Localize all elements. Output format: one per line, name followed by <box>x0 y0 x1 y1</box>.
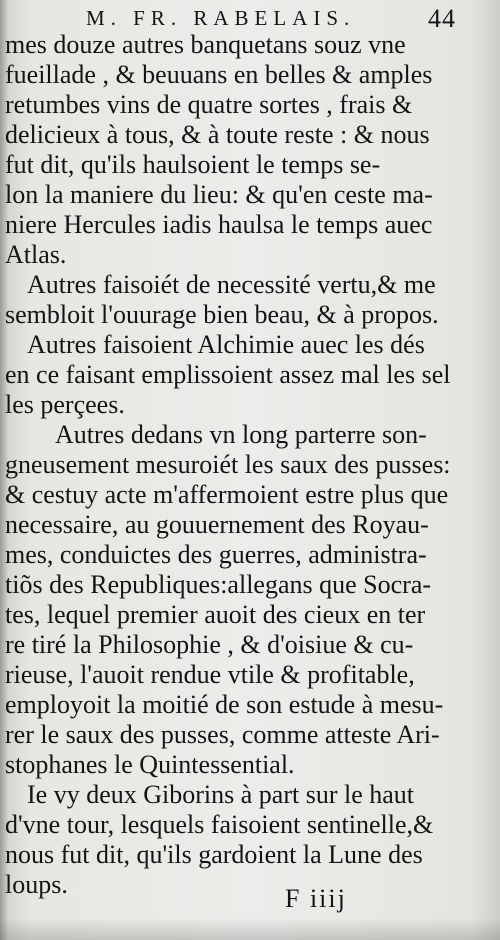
text-line: delicieux à tous, & à toute reste : & nous <box>5 120 430 149</box>
page-bottom-shadow <box>0 918 500 940</box>
text-line: rer le saux des pusses, comme atteste Ari- <box>5 720 440 749</box>
text-line: Atlas. <box>5 240 67 269</box>
text-line: rieuse, l'auoit rendue vtile & profitable, <box>5 660 415 689</box>
text-line: tiõs des Republiques:allegans que Socra- <box>5 570 432 599</box>
text-line: fut dit, qu'ils haulsoient le temps se- <box>5 150 381 179</box>
text-line: d'vne tour, lesquels faisoient sentinelle,& <box>5 810 434 839</box>
text-line: & cestuy acte m'affermoient estre plus que <box>5 480 449 509</box>
text-line: nous fut dit, qu'ils gardoient la Lune des <box>5 840 423 869</box>
text-line: re tiré la Philosophie , & d'oisiue & cu- <box>5 630 414 659</box>
text-line: Autres faisoient Alchimie auec les dés <box>27 330 425 359</box>
text-line: lon la maniere du lieu: & qu'en ceste ma- <box>5 180 433 209</box>
page-number: 44 <box>428 4 456 33</box>
text-line: les perçees. <box>5 390 125 419</box>
text-line: Autres faisoiét de necessité vertu,& me <box>27 270 436 299</box>
text-line: stophanes le Quintessential. <box>5 750 295 779</box>
text-line: retumbes vins de quatre sortes , frais & <box>5 90 413 119</box>
text-line: Ie vy deux Giborins à part sur le haut <box>27 780 415 809</box>
text-line: en ce faisant emplissoient assez mal les sel <box>5 360 451 389</box>
body-text <box>5 30 450 900</box>
text-line: loups. <box>5 870 68 899</box>
text-line: sembloit l'ouurage bien beau, & à propos. <box>5 300 439 329</box>
text-line: Autres dedans vn long parterre son- <box>55 420 427 449</box>
signature-mark: F iiij <box>285 884 347 913</box>
text-line: necessaire, au gouuernement des Royau- <box>5 510 429 539</box>
text-line: fueillade , & beuuans en belles & amples <box>5 60 433 89</box>
text-line: tes, lequel premier auoit des cieux en ter <box>5 600 426 629</box>
text-line: niere Hercules iadis haulsa le temps auec <box>5 210 433 239</box>
text-line: mes, conduictes des guerres, administra- <box>5 540 427 569</box>
text-line: mes douze autres banquetans souz vne <box>5 30 406 59</box>
running-title: M. FR. RABELAIS. <box>86 6 356 30</box>
text-line: employoit la moitié de son estude à mesu- <box>5 690 444 719</box>
text-line: gneusement mesuroiét les saux des pusses: <box>5 450 451 479</box>
